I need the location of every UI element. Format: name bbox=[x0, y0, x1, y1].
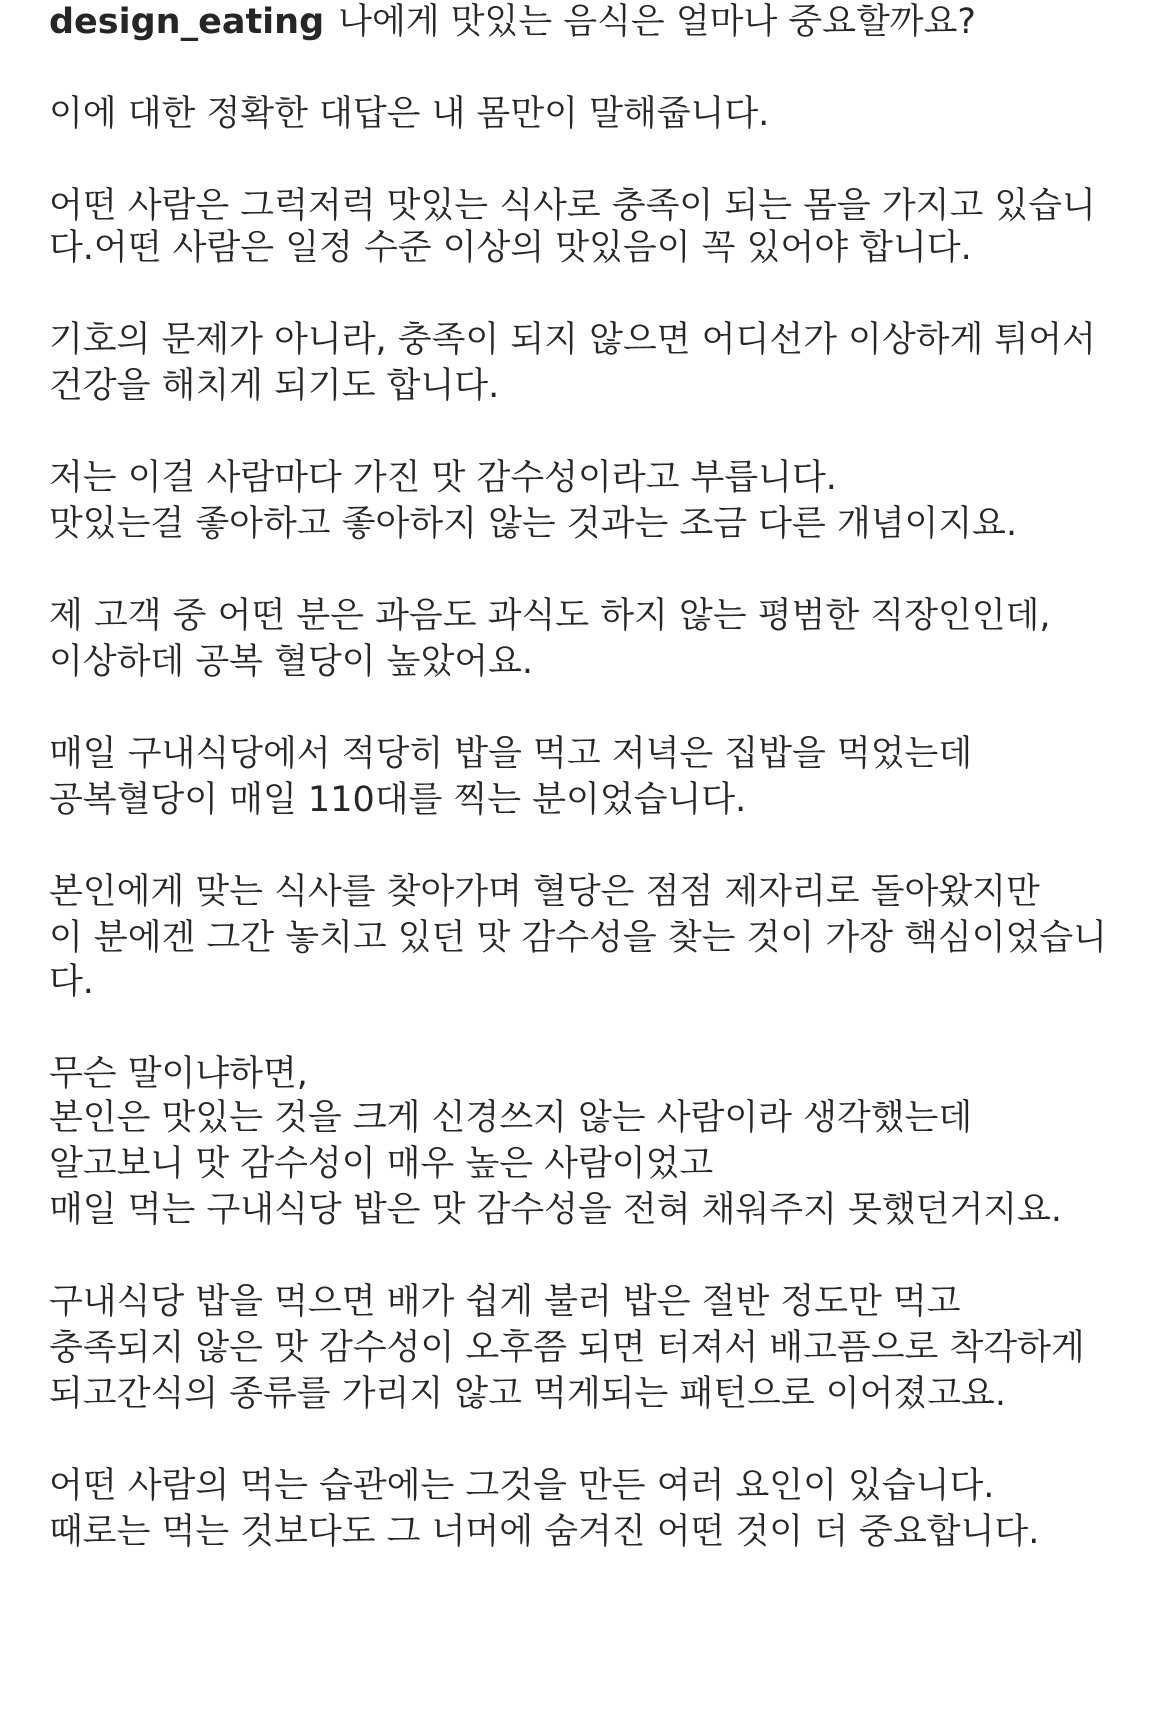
caption-line: 때로는 먹는 것보다도 그 너머에 숨겨진 어떤 것이 더 중요합니다. bbox=[49, 1512, 1040, 1552]
caption-line: 매일 먹는 구내식당 밥은 맛 감수성을 전혀 채워주지 못했던거지요. bbox=[49, 1190, 1063, 1230]
caption-line-1 bbox=[49, 0, 976, 45]
caption-line: 매일 구내식당에서 적당히 밥을 먹고 저녁은 집밥을 먹었는데 bbox=[49, 734, 973, 774]
caption-line: 본인에게 맞는 식사를 찾아가며 혈당은 점점 제자리로 돌아왔지만 bbox=[49, 872, 1040, 912]
caption-line: 알고보니 맛 감수성이 매우 높은 사람이었고 bbox=[49, 1144, 714, 1184]
caption-line: 어떤 사람은 그럭저럭 맛있는 식사로 충족이 되는 몸을 가지고 있습니 bbox=[49, 186, 1096, 226]
caption-line: 이에 대한 정확한 대답은 내 몸만이 말해줍니다. bbox=[49, 94, 770, 134]
caption-line: 이상하데 공복 혈당이 높았어요. bbox=[49, 642, 534, 682]
caption-text: 나에게 맛있는 음식은 얼마나 중요할까요? bbox=[338, 2, 977, 42]
caption-line: 본인은 맛있는 것을 크게 신경쓰지 않는 사람이라 생각했는데 bbox=[49, 1098, 973, 1138]
caption-line: 건강을 해치게 되기도 합니다. bbox=[49, 366, 500, 406]
caption-line: 되고간식의 종류를 가리지 않고 먹게되는 패턴으로 이어졌고요. bbox=[49, 1374, 1006, 1414]
caption-line: 구내식당 밥을 먹으면 배가 쉽게 불러 밥은 절반 정도만 먹고 bbox=[49, 1282, 961, 1322]
caption-line: 저는 이걸 사람마다 가진 맛 감수성이라고 부릅니다. bbox=[49, 458, 837, 498]
caption-line: 이 분에겐 그간 놓치고 있던 맛 감수성을 찾는 것이 가장 핵심이었습니 bbox=[49, 918, 1107, 958]
username-link[interactable]: design_eating bbox=[49, 2, 325, 42]
caption-line: 기호의 문제가 아니라, 충족이 되지 않으면 어디선가 이상하게 튀어서 bbox=[49, 320, 1096, 360]
caption-line: 제 고객 중 어떤 분은 과음도 과식도 하지 않는 평범한 직장인인데, bbox=[49, 596, 1051, 636]
caption-line: 어떤 사람의 먹는 습관에는 그것을 만든 여러 요인이 있습니다. bbox=[49, 1466, 995, 1506]
caption-line: 충족되지 않은 맛 감수성이 오후쯤 되면 터져서 배고픔으로 착각하게 bbox=[49, 1328, 1085, 1368]
caption-line: 다. bbox=[49, 962, 94, 1002]
caption-line: 무슨 말이냐하면, bbox=[49, 1054, 308, 1094]
caption-line: 다.어떤 사람은 일정 수준 이상의 맛있음이 꼭 있어야 합니다. bbox=[49, 228, 972, 268]
caption-line: 공복혈당이 매일 110대를 찍는 분이었습니다. bbox=[49, 780, 747, 820]
caption-line: 맛있는걸 좋아하고 좋아하지 않는 것과는 조금 다른 개념이지요. bbox=[49, 504, 1018, 544]
